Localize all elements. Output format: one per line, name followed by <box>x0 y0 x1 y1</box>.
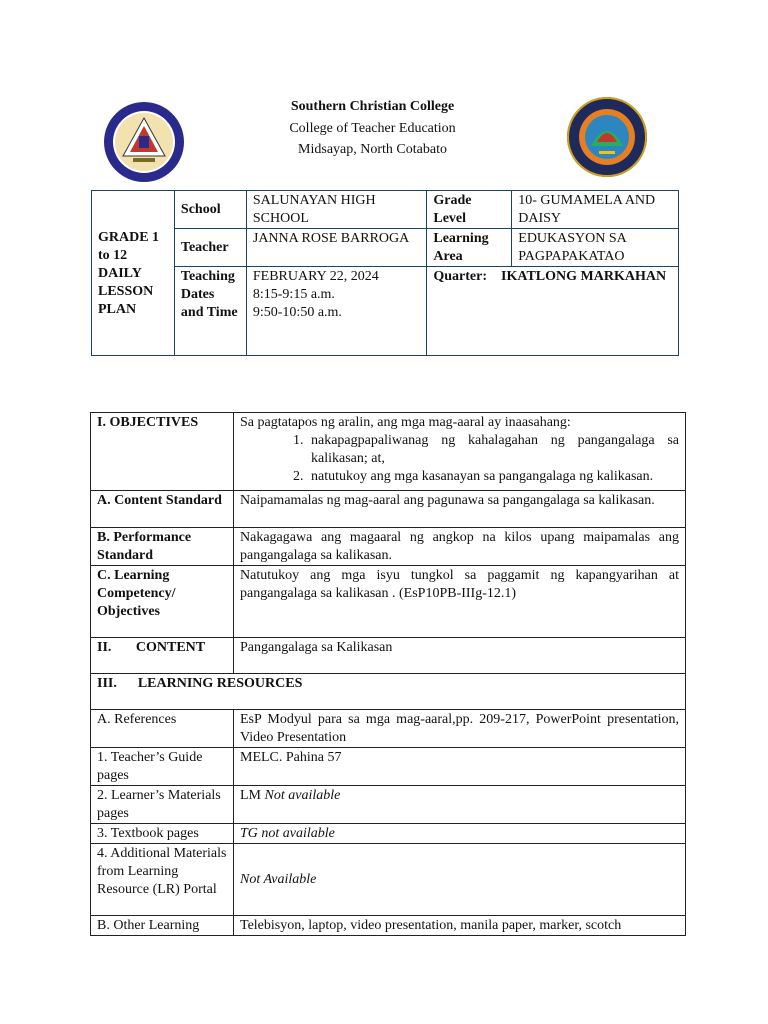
school-label: School <box>174 191 246 229</box>
competency-value: Natutukoy ang mga isyu tungkol sa paggamit ng kapangyarihan at pangangalaga sa kalikasan . (EsP10PB-IIIg-12.1) <box>234 566 686 638</box>
lesson-plan-info-table <box>91 190 679 356</box>
lesson-plan-table <box>90 412 686 936</box>
quarter-value: IKATLONG MARKAHAN <box>501 269 667 284</box>
other-resources-label: B. Other Learning <box>91 916 234 936</box>
quarter-cell <box>427 267 679 356</box>
department-name: College of Teacher Education <box>289 120 456 136</box>
college-address: Midsayap, North Cotabato <box>298 142 447 157</box>
teaching-dates-value <box>246 267 427 356</box>
lm-availability: Not available <box>264 788 341 803</box>
objectives-intro: Sa pagtatapos ng aralin, ang mga mag-aaral ay inaasahang: <box>240 415 571 430</box>
teaching-time-2: 9:50-10:50 a.m. <box>252 305 342 320</box>
institution-header <box>200 96 545 161</box>
objective-item: 1. nakapagpapaliwanag ng kahalagahan ng pangangalaga sa kalikasan; at, <box>307 432 679 468</box>
grade-level-value: 10- GUMAMELA AND DAISY <box>512 191 679 229</box>
quarter-label: Quarter: <box>433 269 488 284</box>
additional-materials-label: 4. Additional Materials from Learning Resource (LR) Portal <box>91 844 234 916</box>
references-label: A. References <box>91 710 234 748</box>
competency-label: C. Learning Competency/ Objectives <box>91 566 234 638</box>
lm-prefix: LM <box>240 788 261 803</box>
performance-standard-value: Nakagagawa ang magaaral ng angkop na kilos upang maipamalas ang pangangalaga sa kalikasan. <box>234 528 686 566</box>
objectives-cell <box>234 413 686 491</box>
teaching-date: FEBRUARY 22, 2024 <box>252 269 379 284</box>
performance-standard-label: B. Performance Standard <box>91 528 234 566</box>
teachers-guide-label: 1. Teacher’s Guide pages <box>91 748 234 786</box>
teachers-guide-value: MELC. Pahina 57 <box>234 748 686 786</box>
teacher-label: Teacher <box>174 229 246 267</box>
learning-area-label: Learning Area <box>427 229 512 267</box>
learners-materials-value <box>234 786 686 824</box>
grade-level-label: Grade Level <box>427 191 512 229</box>
textbook-value: TG not available <box>234 824 686 844</box>
other-resources-value: Telebisyon, laptop, video presentation, manila paper, marker, scotch <box>234 916 686 936</box>
teacher-education-seal-logo <box>565 96 649 178</box>
teaching-dates-label: Teaching Dates and Time <box>174 267 246 356</box>
learners-materials-label: 2. Learner’s Materials pages <box>91 786 234 824</box>
content-value: Pangangalaga sa Kalikasan <box>234 638 686 674</box>
content-label: II. CONTENT <box>91 638 234 674</box>
teaching-time-1: 8:15-9:15 a.m. <box>252 287 335 302</box>
textbook-label: 3. Textbook pages <box>91 824 234 844</box>
references-value: EsP Modyul para sa mga mag-aaral,pp. 209-217, PowerPoint presentation, Video Presentation <box>234 710 686 748</box>
objective-item: 2. natutukoy ang mga kasanayan sa pangangalaga ng kalikasan. <box>307 468 679 486</box>
teacher-value: JANNA ROSE BARROGA <box>246 229 427 267</box>
learning-area-value: EDUKASYON SA PAGPAPAKATAO <box>512 229 679 267</box>
school-value: SALUNAYAN HIGH SCHOOL <box>246 191 427 229</box>
objectives-label: I. OBJECTIVES <box>91 413 234 491</box>
objectives-list <box>240 432 679 486</box>
content-standard-value: Naipamamalas ng mag-aaral ang pagunawa sa pangangalaga sa kalikasan. <box>234 491 686 528</box>
school-seal-logo <box>103 100 185 184</box>
content-standard-label: A. Content Standard <box>91 491 234 528</box>
college-name: Southern Christian College <box>290 99 455 114</box>
learning-resources-heading: III. LEARNING RESOURCES <box>91 674 686 710</box>
plan-title: GRADE 1 to 12 DAILY LESSON PLAN <box>92 191 175 356</box>
additional-materials-value: Not Available <box>234 844 686 916</box>
